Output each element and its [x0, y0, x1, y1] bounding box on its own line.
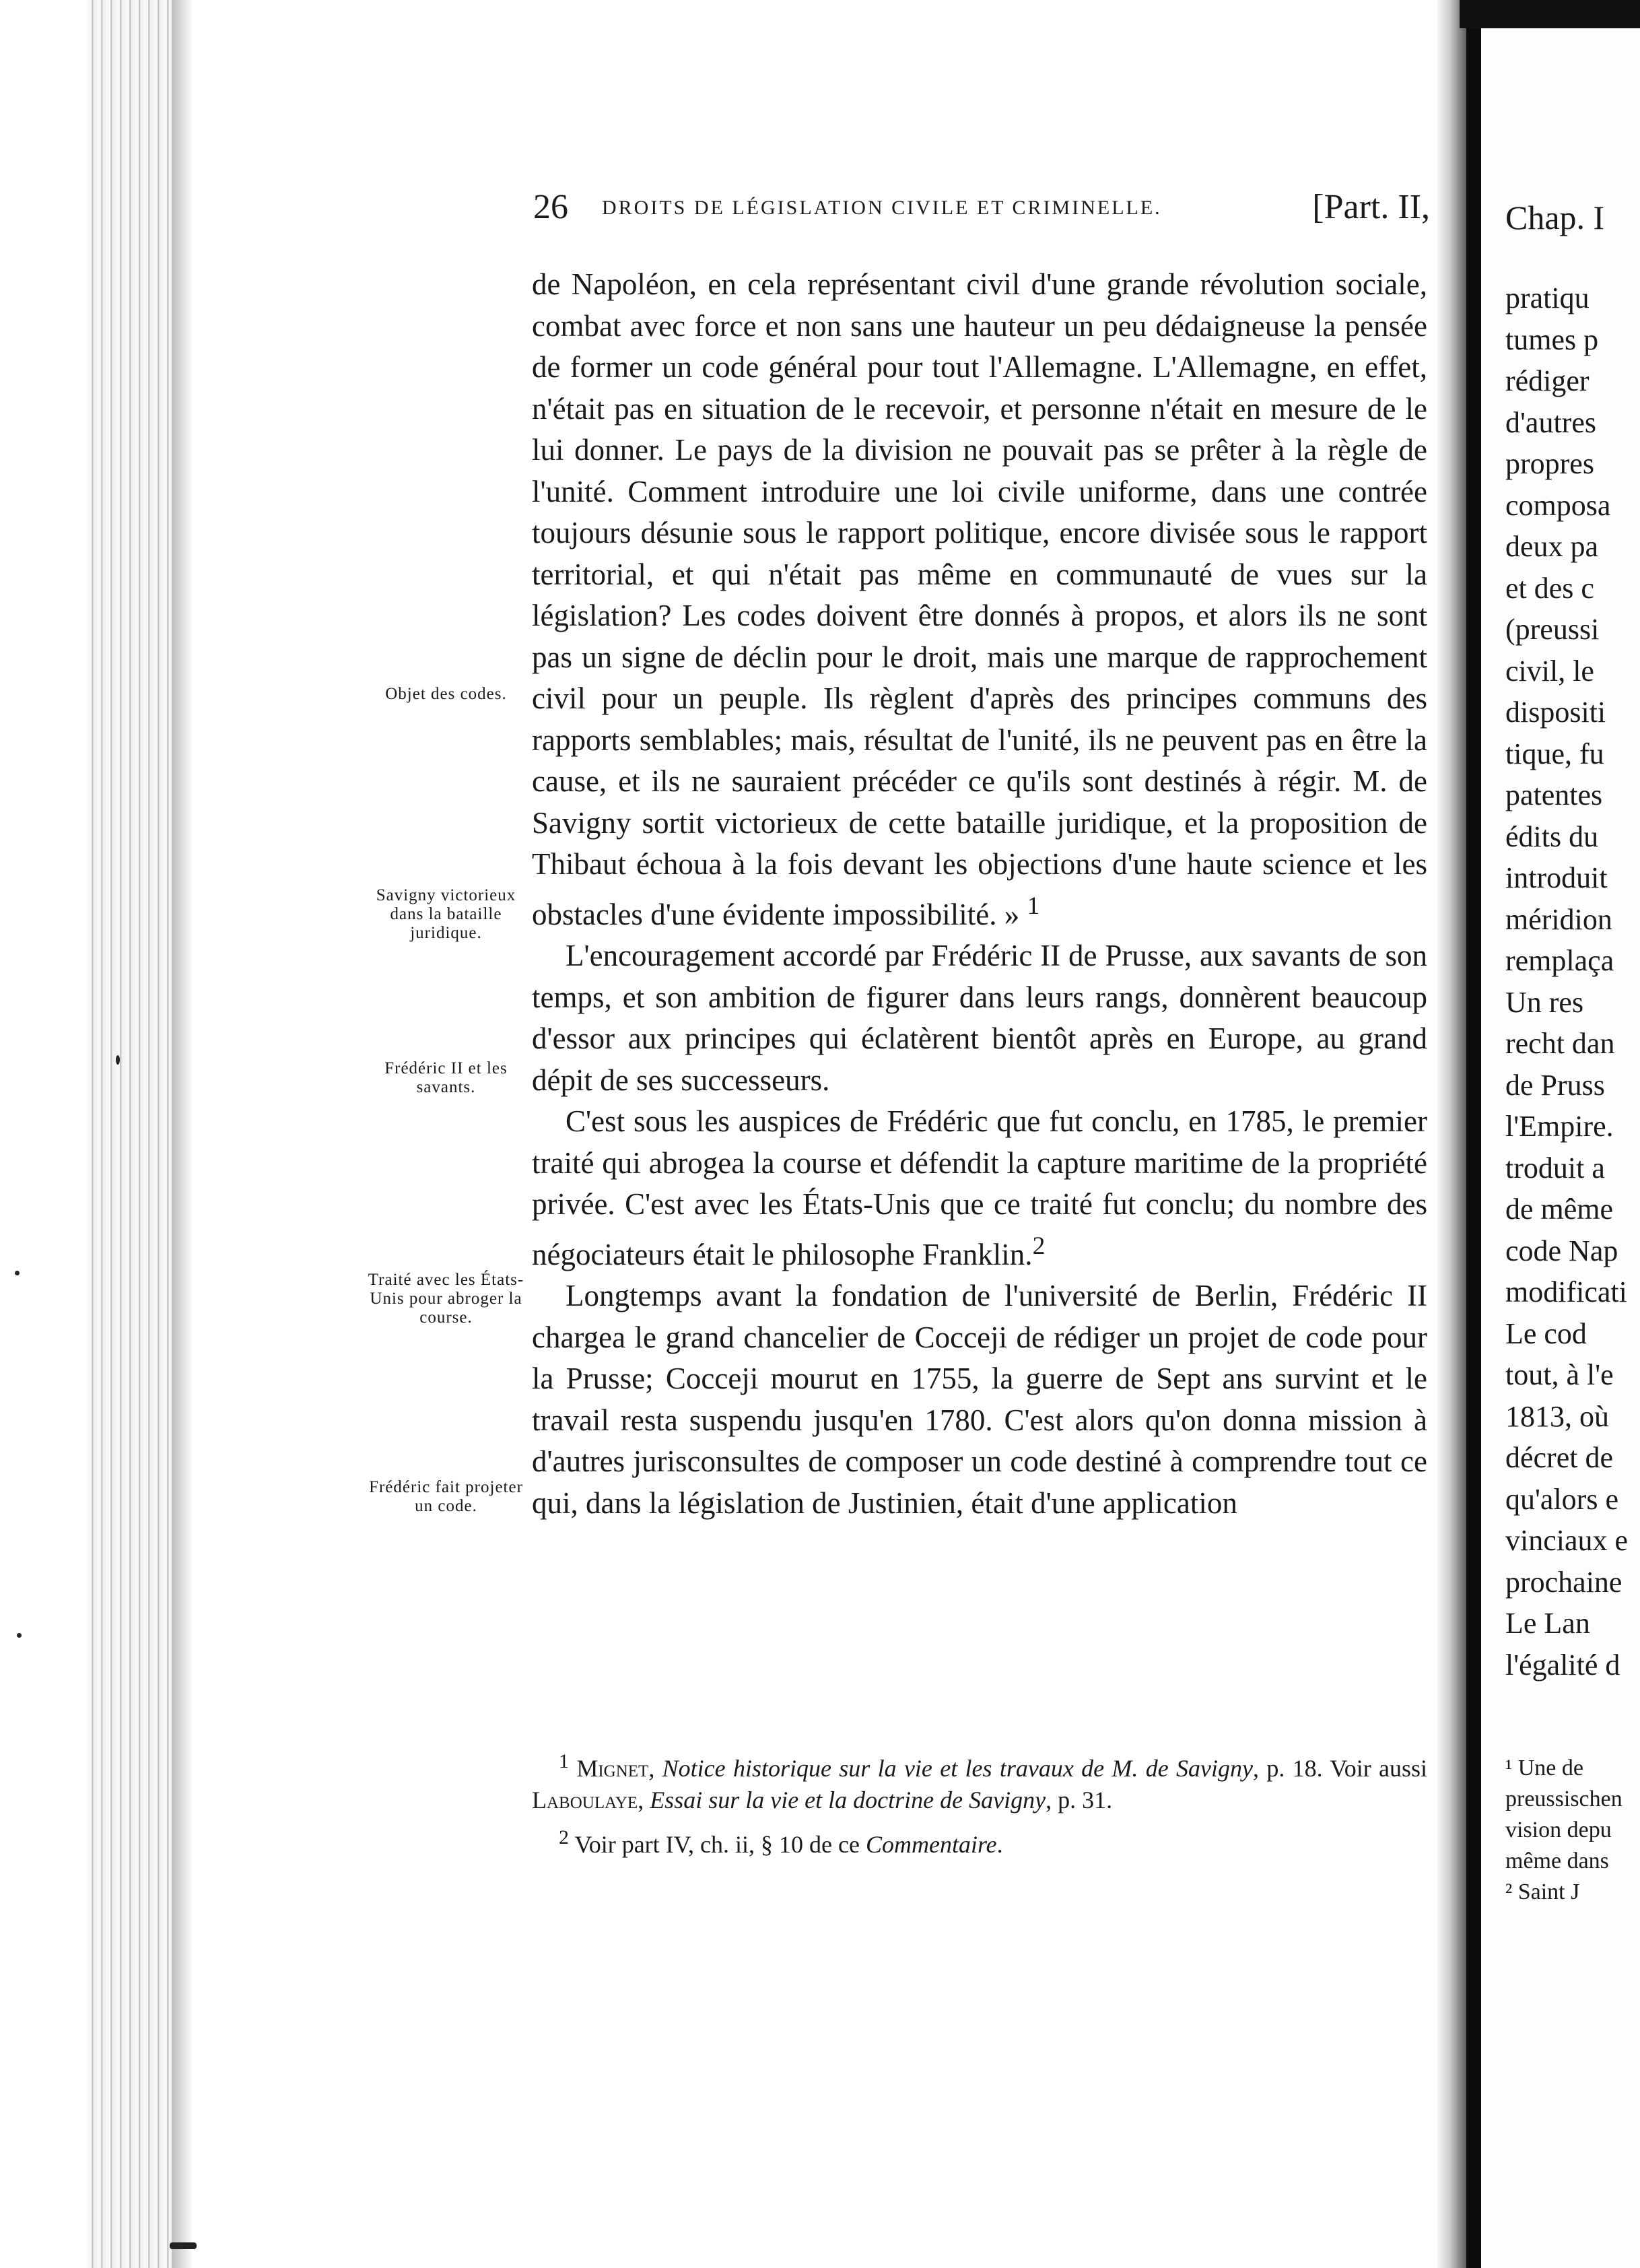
paragraph-1: de Napoléon, en cela représentant civil d'une grande révolution sociale, combat avec force et non sans une hauteur un peu dédaigneuse la pensée de former un code général pour tout l'Allemagne. L'Allemagne, en effet, n'était pas en situation de le recevoir, et personne n'était en mesure de le lui donner. Le pays de la division ne pouvait pas se prêter à la règle de l'unité. Comment introduire une loi civile uniforme, dans une contrée toujours désunie sous le rapport politique, encore divisée sous le rapport territorial, et qui n'était pas même en communauté de vues sur la législation? Les codes doivent être donnés à propos, et alors ils ne sont pas un signe de déclin pour le droit, mais une marque de rapprochement civil pour un peuple. Ils règlent d'après des principes communs des rapports semblables; mais, résultat de l'unité, ils ne peuvent pas en être la cause, et ils ne sauraient précéder ce qu'ils sont destinés à régir. M. de Savigny sortit victorieux de cette bataille juridique, et la proposition de Thibaut échoua à la fois devant les objections d'une haute science et les obstacles d'une évidente impossibilité. » $^1$: [532, 267, 1427, 931]
adjacent-page-line: tumes p: [1505, 323, 1599, 356]
adjacent-page-header: Chap. I: [1505, 199, 1605, 236]
adjacent-page-line: propres: [1505, 447, 1594, 480]
paragraph-4: Longtemps avant la fondation de l'université de Berlin, Frédéric II chargea le grand chancelier de Cocceji de rédiger un projet de code pour la Prusse; Cocceji mourut en 1755, la guerre de Sept ans survint et le travail resta suspendu jusqu'en 1780. C'est alors qu'on donna mission à d'autres jurisconsultes de composer un code destiné à comprendre tout ce qui, dans la législation de Justinien, était d'une application: [532, 1279, 1427, 1520]
adjacent-page-line: pratiqu: [1505, 281, 1590, 314]
adjacent-page-line: Un res: [1505, 985, 1584, 1019]
margin-note-frederic-savants: Frédéric II et les savants.: [384, 1059, 508, 1096]
adjacent-page-footnote-line: même dans: [1505, 1848, 1609, 1873]
footnote-1: $^1$ Mignet, Notice historique sur la vie et les travaux de M. de Savigny, p. 18. Voir aussi Laboulaye, Essai sur la vie et la doctrine de Savigny, p. 31.: [532, 1750, 1428, 1813]
adjacent-page-line: l'égalité d: [1505, 1648, 1620, 1681]
adjacent-page-line: 1813, où: [1505, 1399, 1609, 1433]
adjacent-page-line: tout, à l'e: [1505, 1358, 1614, 1391]
adjacent-page-line: recht dan: [1505, 1027, 1615, 1060]
gutter-shadow: [1466, 0, 1481, 2268]
adjacent-page-footnote-line: ¹ Une de: [1505, 1756, 1583, 1780]
adjacent-page-line: civil, le: [1505, 654, 1594, 688]
adjacent-page-line: deux pa: [1505, 530, 1599, 563]
adjacent-page-line: introduit: [1505, 861, 1608, 894]
scan-speck: [17, 1633, 22, 1638]
adjacent-page-line: troduit a: [1505, 1151, 1605, 1185]
adjacent-page-line: décret de: [1505, 1441, 1613, 1474]
adjacent-page-line: tique, fu: [1505, 737, 1604, 770]
adjacent-page-line: remplaça: [1505, 944, 1614, 977]
adjacent-page-line: qu'alors e: [1505, 1482, 1618, 1516]
adjacent-page-line: et des c: [1505, 571, 1594, 605]
adjacent-page-line: modificati: [1505, 1275, 1627, 1308]
adjacent-page-line: patentes: [1505, 778, 1603, 811]
adjacent-page-line: édits du: [1505, 820, 1599, 853]
scan-speck: [15, 1271, 20, 1275]
top-edge-shadow: [1460, 0, 1640, 28]
binding-shadow: [172, 0, 192, 2268]
adjacent-page-line: Le cod: [1505, 1316, 1587, 1350]
adjacent-page-line: composa: [1505, 488, 1611, 522]
adjacent-page-footnote-line: vision depu: [1505, 1817, 1612, 1842]
margin-note-objet: Objet des codes.: [385, 685, 507, 703]
page-number: 26: [533, 188, 568, 226]
body-text: [532, 264, 1427, 1524]
running-title: DROITS DE LÉGISLATION CIVILE ET CRIMINELLE.: [602, 197, 1162, 219]
adjacent-page-line: dispositi: [1505, 696, 1606, 729]
page-header: [528, 187, 1430, 234]
margin-note-frederic-code: Frédéric fait projeter un code.: [369, 1478, 523, 1515]
adjacent-page-line: rédiger: [1505, 364, 1590, 397]
adjacent-page-fragment: [1481, 28, 1640, 2268]
adjacent-page-line: (preussi: [1505, 613, 1600, 646]
adjacent-page-footnote-line: preussischen: [1505, 1787, 1622, 1811]
margin-note-traite: Traité avec les États-Unis pour abroger la course.: [368, 1271, 524, 1327]
part-label: [Part. II,: [1312, 188, 1430, 226]
footnote-ref-2: 2: [1032, 1232, 1046, 1260]
adjacent-page-line: Le Lan: [1505, 1607, 1590, 1640]
footnote-ref-1: 1: [1027, 892, 1040, 920]
adjacent-page-line: vinciaux e: [1505, 1524, 1629, 1557]
adjacent-page-line: de même: [1505, 1193, 1614, 1226]
footnotes: [532, 1745, 1427, 1866]
scan-speck: [116, 1055, 120, 1065]
adjacent-page-footnote-line: ² Saint J: [1505, 1879, 1580, 1904]
paragraph-3: C'est sous les auspices de Frédéric que fut conclu, en 1785, le premier traité qui abrogea la course et défendit la capture maritime de la propriété privée. C'est avec les États-Unis que ce traité fut conclu; du nombre des négociateurs était le philosophe Franklin.$^2$: [532, 1104, 1427, 1271]
adjacent-page-line: prochaine: [1505, 1565, 1622, 1599]
margin-note-savigny: Savigny victorieux dans la bataille juridique.: [376, 886, 516, 942]
adjacent-page-line: de Pruss: [1505, 1068, 1605, 1102]
adjacent-page-line: code Nap: [1505, 1234, 1618, 1267]
adjacent-page-line: méridion: [1505, 902, 1612, 936]
book-binding-edge: [88, 0, 175, 2268]
scan-speck: [170, 2242, 197, 2249]
adjacent-page-line: d'autres: [1505, 405, 1596, 439]
adjacent-page-line: l'Empire.: [1505, 1110, 1614, 1143]
footnote-2: $^2$ Voir part IV, ch. ii, § 10 de ce Commentaire.: [559, 1826, 1003, 1858]
paragraph-2: L'encouragement accordé par Frédéric II de Prusse, aux savants de son temps, et son ambition de figurer dans leurs rangs, donnèrent beaucoup d'essor aux principes qui éclatèrent bientôt après en Europe, au grand dépit de ses successeurs.: [532, 939, 1427, 1097]
